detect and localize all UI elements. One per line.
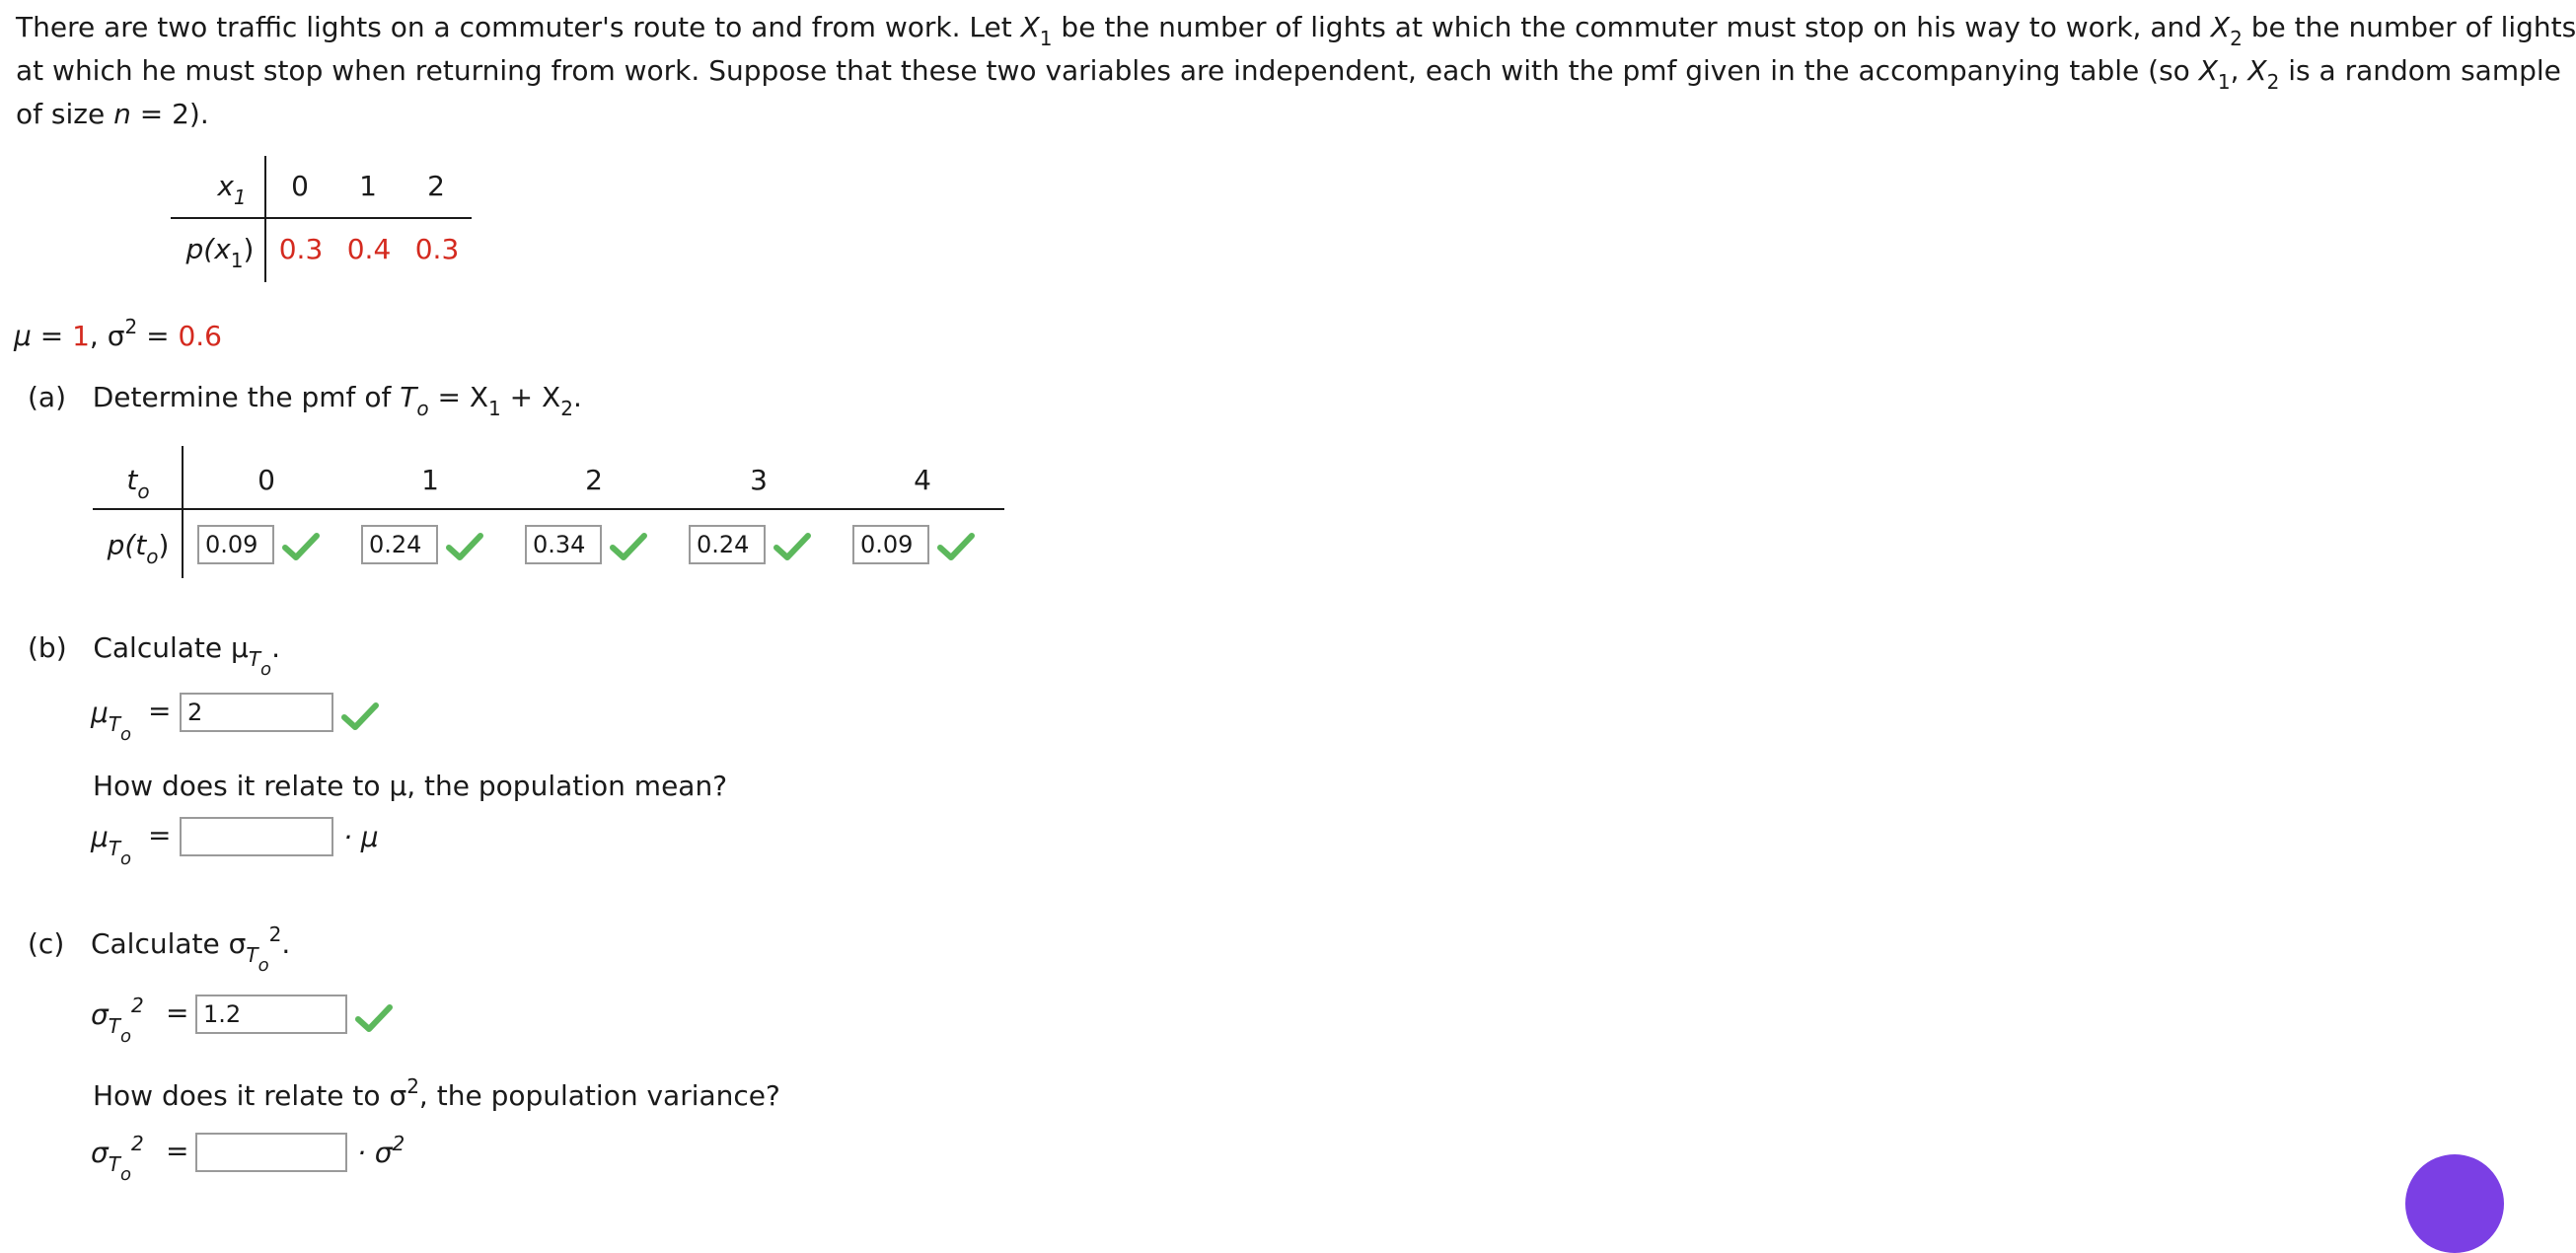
part-a-header-label: $t_o$ [126,464,150,503]
part-c-relation-question: How does it relate to $\sigma^2$, the population variance? [93,1074,780,1112]
part-a-table-hline [93,508,1004,510]
problem-line-2: at which he must stop when returning from work. Suppose that these two variables are independent, each with the pmf given in the accompanying table (so $X_1$, $X_2$ is a random sample [16,54,2561,94]
help-button-edge[interactable] [2405,1154,2504,1253]
pmf-answer-input[interactable]: 0.34 [525,525,602,564]
part-c-variance-label: $\sigma_{To}^2$ [91,994,144,1047]
part-b-relation-label: $\mu_{To}$ [91,821,132,869]
pmf-table-hline [171,217,472,219]
mean-relation-input[interactable] [180,817,333,856]
part-c-question: (c) Calculate $\sigma_{To}^2$. [28,922,291,976]
problem-line-1: There are two traffic lights on a commuter's route to and from work. Let $X_1$ be the number of lights at which the commuter must stop on his way to work, and $X_2$ be the number of lights [16,11,2576,50]
pmf-table-vline [264,156,266,282]
check-icon [773,531,811,562]
part-c-relation-label: $\sigma_{To}^2$ [91,1132,144,1185]
part-b-equals: = [148,695,172,727]
part-a-question: (a) Determine the pmf of $T_o = X_1 + X_2$. [28,381,582,420]
pmf-prob-label: $p(x_1)$ [185,233,255,272]
part-b-question: (b) Calculate $\mu_{To}$. [28,631,280,680]
mean-variance-line: μ = 1, $\sigma^2 = 0.6$ [14,315,222,352]
part-c-relation-equals: = [166,1135,189,1167]
part-a-t-value: 4 [914,464,931,496]
pmf-answer-input[interactable]: 0.24 [361,525,438,564]
part-b-mean-label: $\mu_{To}$ [91,697,132,745]
pmf-p-value: 0.3 [278,233,324,265]
part-b-relation-question: How does it relate to μ, the population mean? [93,770,728,802]
check-icon [355,1002,393,1034]
pmf-answer-input[interactable]: 0.09 [197,525,274,564]
part-a-t-value: 1 [421,464,439,496]
check-icon [282,531,320,562]
part-b-relation-suffix: · μ [343,821,379,853]
check-icon [341,700,379,732]
pmf-x-value: 0 [291,170,309,202]
pmf-x-value: 1 [359,170,377,202]
part-a-prob-label: $p(t_o)$ [107,529,170,568]
part-a-t-value: 3 [750,464,768,496]
pmf-p-value: 0.3 [414,233,460,265]
pmf-p-value: 0.4 [346,233,392,265]
check-icon [937,531,975,562]
part-b-relation-equals: = [148,819,172,851]
part-c-relation-suffix: · $\sigma^2$ [357,1132,405,1169]
part-c-equals: = [166,996,189,1029]
part-a-table-vline [182,446,184,578]
mean-answer-input[interactable]: 2 [180,693,333,732]
variance-relation-input[interactable] [195,1133,347,1172]
pmf-header-label: $x_1$ [217,170,247,209]
pmf-answer-input[interactable]: 0.09 [852,525,929,564]
part-a-t-value: 0 [258,464,275,496]
variance-answer-input[interactable]: 1.2 [195,995,347,1034]
check-icon [446,531,483,562]
check-icon [610,531,647,562]
pmf-x-value: 2 [427,170,445,202]
problem-line-3: of size n = 2). [16,98,209,130]
part-a-t-value: 2 [585,464,603,496]
pmf-answer-input[interactable]: 0.24 [689,525,766,564]
